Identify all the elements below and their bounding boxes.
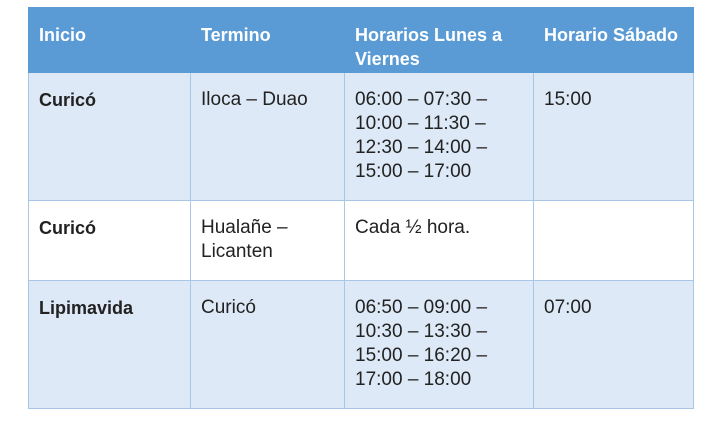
cell-inicio: Curicó xyxy=(29,201,191,281)
schedule-table xyxy=(28,7,694,409)
header-horario-sabado: Horario Sábado xyxy=(534,8,694,73)
cell-inicio: Curicó xyxy=(29,73,191,201)
table-header xyxy=(29,8,694,73)
table-row xyxy=(29,201,694,281)
cell-lunes-viernes: 06:50 – 09:00 – 10:30 – 13:30 – 15:00 – 16:20 – 17:00 – 18:00 xyxy=(345,281,534,409)
table-row xyxy=(29,73,694,201)
header-row xyxy=(29,8,694,73)
cell-lunes-viernes: 06:00 – 07:30 – 10:00 – 11:30 – 12:30 – 14:00 – 15:00 – 17:00 xyxy=(345,73,534,201)
cell-termino: Curicó xyxy=(191,281,345,409)
table-body xyxy=(29,73,694,409)
cell-termino: Iloca – Duao xyxy=(191,73,345,201)
cell-termino: Hualañe – Licanten xyxy=(191,201,345,281)
cell-lunes-viernes: Cada ½ hora. xyxy=(345,201,534,281)
header-inicio: Inicio xyxy=(29,8,191,73)
cell-inicio: Lipimavida xyxy=(29,281,191,409)
header-horarios-lunes-viernes: Horarios Lunes a Viernes xyxy=(345,8,534,73)
cell-sabado xyxy=(534,201,694,281)
cell-sabado: 15:00 xyxy=(534,73,694,201)
header-termino: Termino xyxy=(191,8,345,73)
cell-sabado: 07:00 xyxy=(534,281,694,409)
schedule-table-container xyxy=(28,7,693,409)
table-row xyxy=(29,281,694,409)
